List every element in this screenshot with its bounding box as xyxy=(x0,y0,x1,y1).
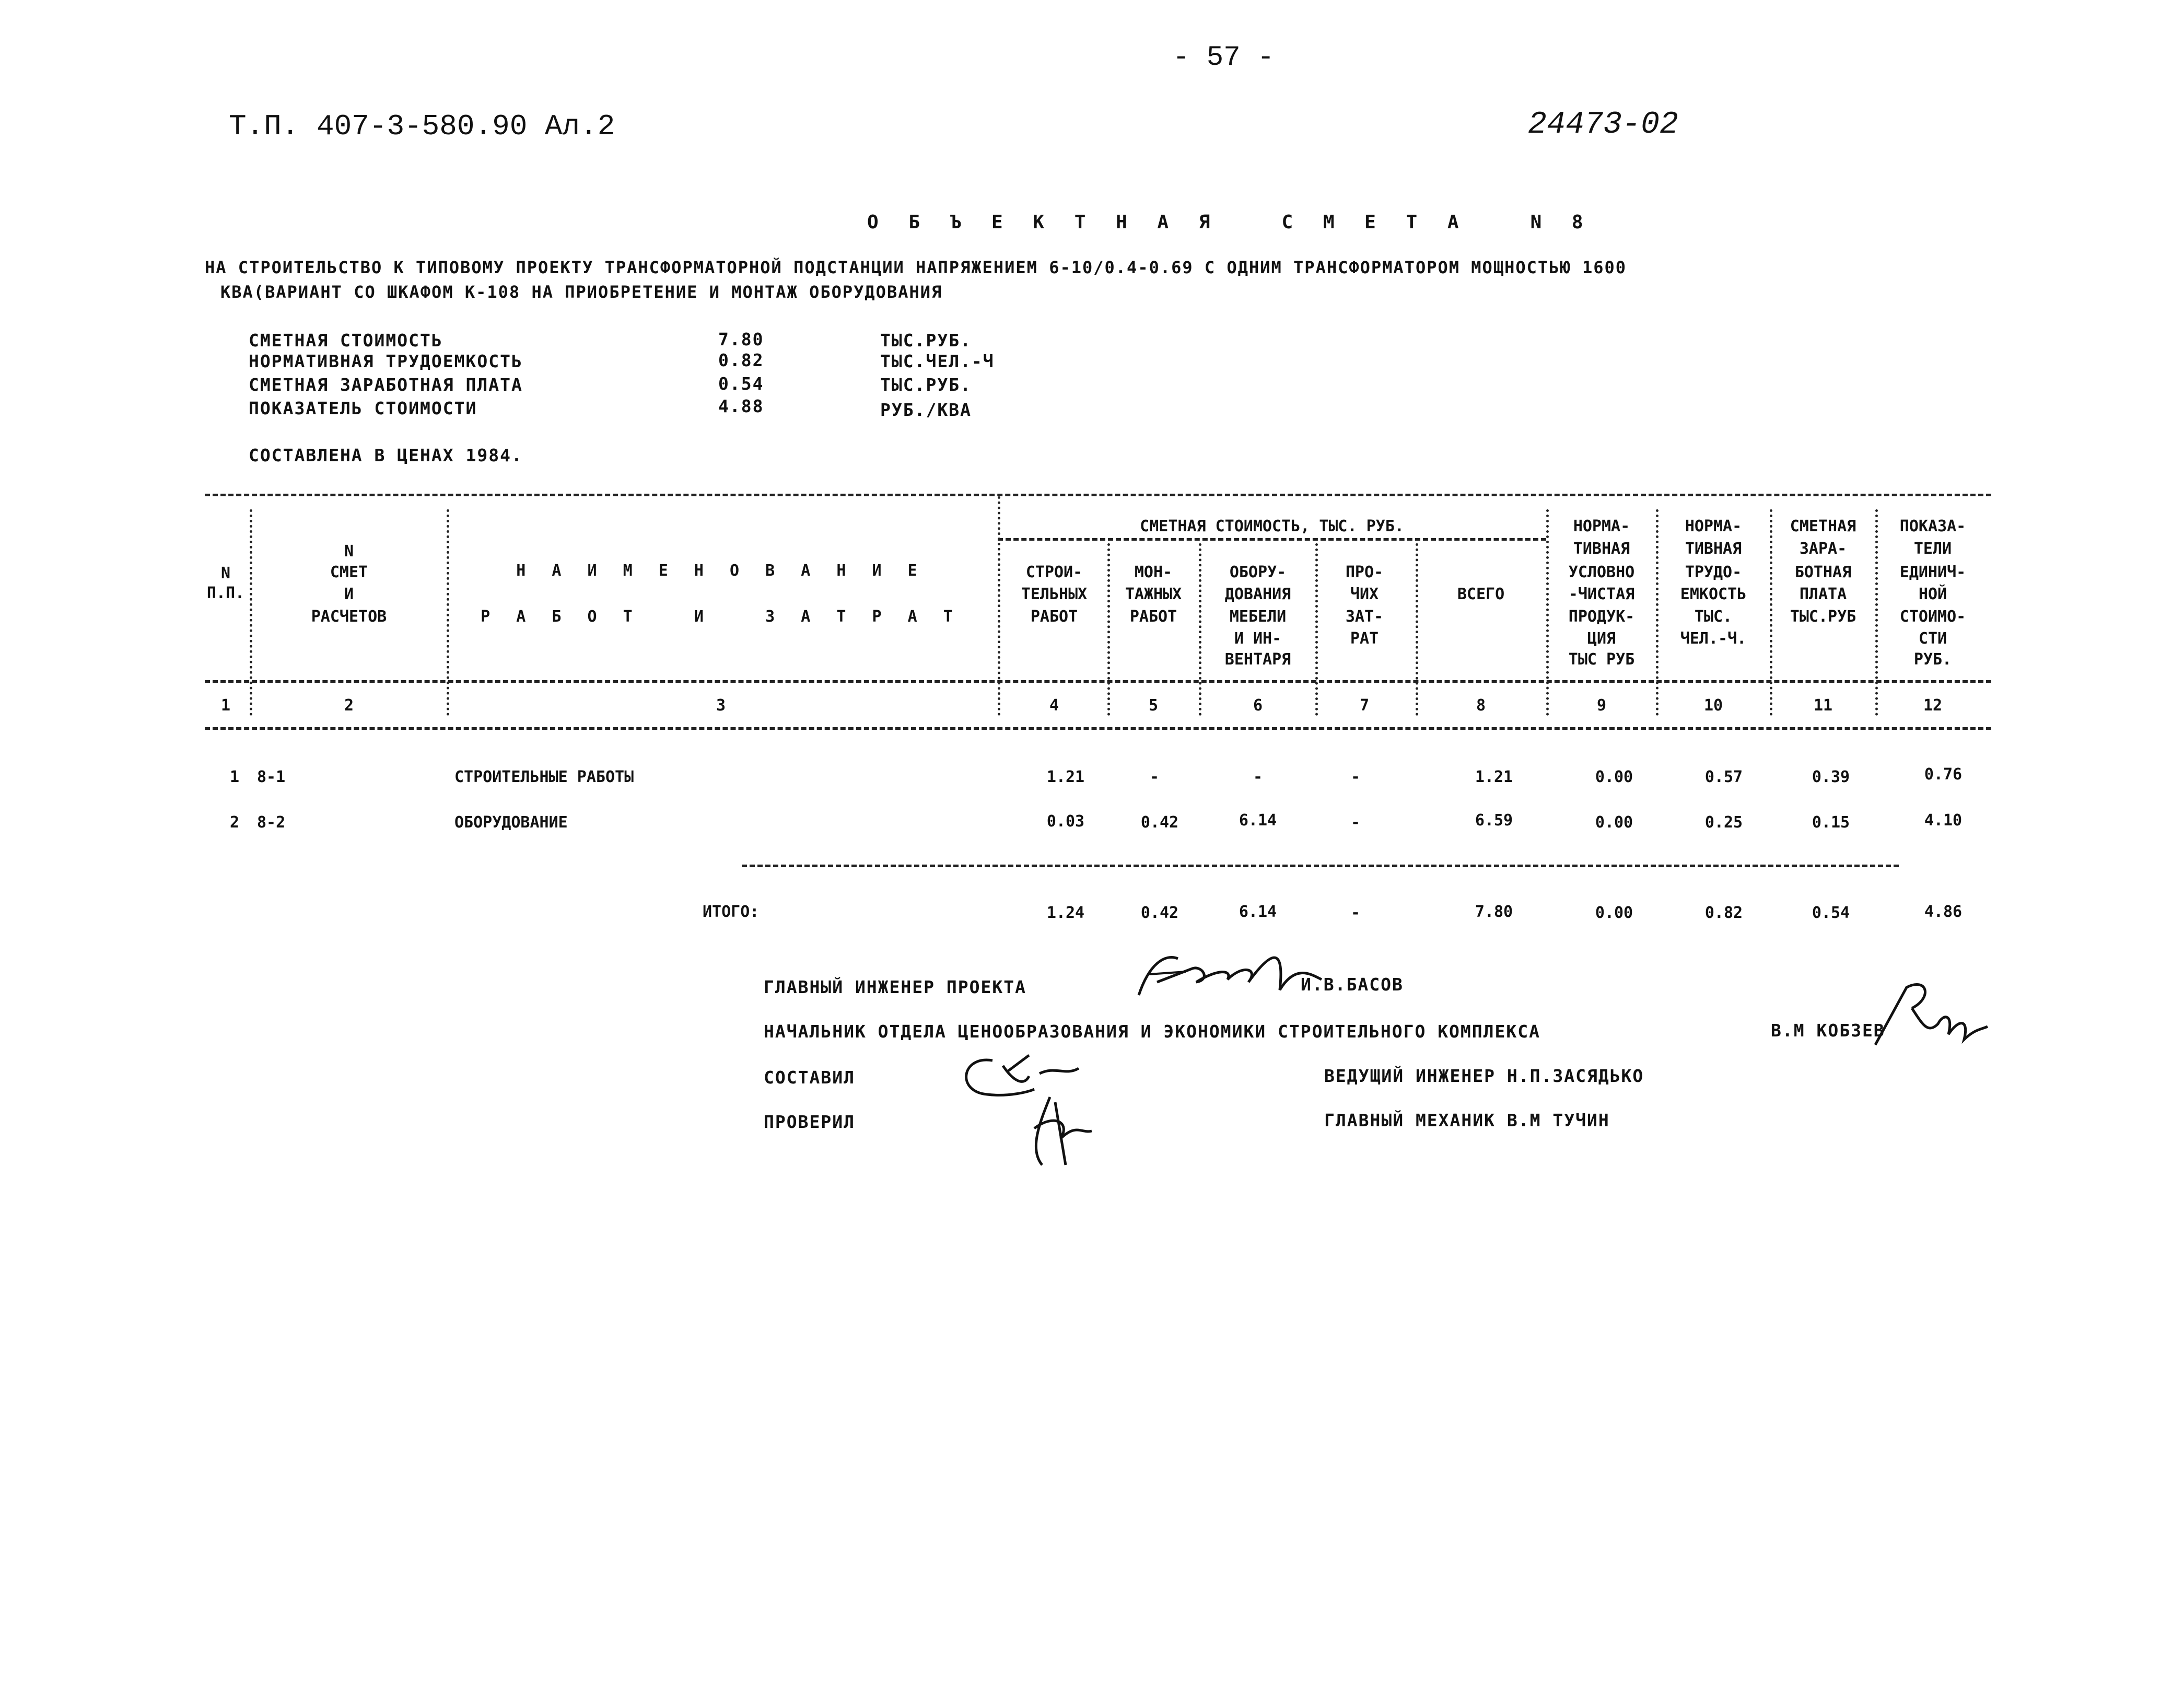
column-number: 2 xyxy=(344,696,354,715)
summary-value: 0.54 xyxy=(718,374,764,394)
header-col2-line: N xyxy=(344,542,354,561)
header-col3-line: Н А И М Е Н О В А Н И Е xyxy=(516,562,926,580)
header-col7-line: ЗАТ- xyxy=(1345,608,1384,626)
total-label: ИТОГО: xyxy=(703,903,760,921)
header-col2-line: СМЕТ xyxy=(330,563,368,581)
row-smeta: 8-2 xyxy=(257,813,286,832)
column-numbers-rule xyxy=(205,727,1991,730)
header-col9-line: ЦИЯ xyxy=(1587,629,1616,648)
description-line-1: НА СТРОИТЕЛЬСТВО К ТИПОВОМУ ПРОЕКТУ ТРАНСФОРМАТОРНОЙ ПОДСТАНЦИИ НАПРЯЖЕНИЕМ 6-10/0.4-0.69 С ОДНИМ ТРАНСФОРМАТОРОМ МОЩНОСТЬЮ 1600 xyxy=(205,258,1627,277)
summary-value: 0.82 xyxy=(718,350,764,370)
header-col12-line: РУБ. xyxy=(1913,650,1952,669)
header-col6-line: ОБОРУ- xyxy=(1229,563,1287,581)
row-cell: 0.00 xyxy=(1595,813,1633,832)
header-col12-line: НОЙ xyxy=(1918,585,1947,603)
summary-value: 4.88 xyxy=(718,396,764,416)
summary-label: ПОКАЗАТЕЛЬ СТОИМОСТИ xyxy=(249,398,477,418)
row-cell: 0.25 xyxy=(1704,813,1743,832)
header-col11-line: СМЕТНАЯ xyxy=(1790,517,1856,535)
header-col10-line: ТЫС. xyxy=(1694,608,1733,626)
header-col7-line: ПРО- xyxy=(1345,563,1384,581)
row-cell: 1.21 xyxy=(1475,768,1513,786)
column-number: 6 xyxy=(1253,696,1263,715)
column-separator xyxy=(1315,543,1318,716)
header-col8-line: ВСЕГО xyxy=(1457,585,1505,603)
summary-unit: ТЫС.РУБ. xyxy=(880,375,972,395)
header-col1-line: П.П. xyxy=(206,584,245,602)
column-number: 8 xyxy=(1476,696,1486,715)
header-col7-line: ЧИХ xyxy=(1350,585,1379,603)
column-number: 5 xyxy=(1148,696,1159,715)
header-col11-line: БОТНАЯ xyxy=(1794,563,1852,581)
header-col2-line: РАСЧЕТОВ xyxy=(311,608,387,626)
summary-value: 7.80 xyxy=(718,329,764,349)
header-col4-line: ТЕЛЬНЫХ xyxy=(1021,585,1088,603)
header-col1-line: N xyxy=(220,564,231,582)
total-cell: 0.42 xyxy=(1140,904,1179,922)
header-col12-line: СТИ xyxy=(1918,629,1947,648)
row-cell: 0.57 xyxy=(1704,768,1743,786)
handwritten-signature xyxy=(1128,932,1327,1006)
total-cell: 0.54 xyxy=(1812,904,1850,922)
column-separator xyxy=(1546,509,1549,716)
column-number: 4 xyxy=(1049,696,1059,715)
row-number: 1 xyxy=(230,768,240,786)
column-number: 11 xyxy=(1813,696,1833,715)
header-col12-line: СТОИМО- xyxy=(1899,608,1966,626)
summary-unit: ТЫС.ЧЕЛ.-Ч xyxy=(880,351,995,371)
column-number: 10 xyxy=(1703,696,1723,715)
signature-role: ГЛАВНЫЙ ИНЖЕНЕР ПРОЕКТА xyxy=(764,977,1026,997)
header-col2-line: И xyxy=(344,585,354,603)
header-col3-line: Р А Б О Т И З А Т Р А Т xyxy=(481,608,961,626)
column-number: 12 xyxy=(1923,696,1943,715)
row-name: ОБОРУДОВАНИЕ xyxy=(454,813,568,832)
header-col4-line: СТРОИ- xyxy=(1025,563,1083,581)
row-cell: 0.39 xyxy=(1812,768,1850,786)
summary-unit: РУБ./КВА xyxy=(880,400,972,420)
header-col5-line: РАБОТ xyxy=(1129,608,1177,626)
cost-group-rule xyxy=(998,538,1546,541)
total-cell: 4.86 xyxy=(1924,903,1963,921)
total-cell: 6.14 xyxy=(1239,903,1277,921)
signature-role: СОСТАВИЛ xyxy=(764,1067,855,1088)
total-cell: 7.80 xyxy=(1475,903,1513,921)
row-cell: 0.03 xyxy=(1046,812,1085,831)
header-col10-line: ЕМКОСТЬ xyxy=(1680,585,1747,603)
header-bottom-rule xyxy=(205,680,1991,683)
column-number: 3 xyxy=(716,696,726,715)
header-col11-line: ПЛАТА xyxy=(1799,585,1847,603)
row-cell: 6.59 xyxy=(1475,811,1513,830)
header-col5-line: ТАЖНЫХ xyxy=(1125,585,1182,603)
signature-name: ГЛАВНЫЙ МЕХАНИК В.М ТУЧИН xyxy=(1324,1110,1610,1130)
header-col9-line: НОРМА- xyxy=(1573,517,1630,535)
page-number: - 57 - xyxy=(1173,42,1275,74)
row-cell: 6.14 xyxy=(1239,811,1277,830)
summary-label: СМЕТНАЯ ЗАРАБОТНАЯ ПЛАТА xyxy=(249,375,523,395)
header-col9-line: УСЛОВНО xyxy=(1568,563,1635,581)
row-cell: 0.42 xyxy=(1140,813,1179,832)
row-smeta: 8-1 xyxy=(257,768,286,786)
signature-name: В.М КОБЗЕВ xyxy=(1771,1020,1885,1041)
header-col12-line: ПОКАЗА- xyxy=(1899,517,1966,535)
signature-name: И.В.БАСОВ xyxy=(1301,974,1404,995)
description-line-2: КВА(ВАРИАНТ СО ШКАФОМ К-108 НА ПРИОБРЕТЕНИЕ И МОНТАЖ ОБОРУДОВАНИЯ xyxy=(220,282,943,302)
header-col7-line: РАТ xyxy=(1350,629,1379,648)
header-col9-line: -ЧИСТАЯ xyxy=(1568,585,1635,603)
header-col9-line: ТЫС РУБ xyxy=(1568,650,1635,669)
summary-unit: ТЫС.РУБ. xyxy=(880,330,972,351)
header-col12-line: ЕДИНИЧ- xyxy=(1899,563,1966,581)
signature-role: НАЧАЛЬНИК ОТДЕЛА ЦЕНООБРАЗОВАНИЯ И ЭКОНОМИКИ СТРОИТЕЛЬНОГО КОМПЛЕКСА xyxy=(764,1021,1541,1042)
row-cell: - xyxy=(1149,768,1160,786)
table-top-rule xyxy=(205,494,1991,496)
column-number: 7 xyxy=(1359,696,1370,715)
column-separator xyxy=(1770,509,1772,716)
row-cell: 0.00 xyxy=(1595,768,1633,786)
row-cell: 0.76 xyxy=(1924,765,1963,784)
summary-label: СМЕТНАЯ СТОИМОСТЬ xyxy=(249,330,443,351)
prices-note: СОСТАВЛЕНА В ЦЕНАХ 1984. xyxy=(249,445,523,465)
header-col10-line: ЧЕЛ.-Ч. xyxy=(1680,629,1747,648)
document-title: О Б Ъ Е К Т Н А Я С М Е Т А N 8 xyxy=(867,212,1593,233)
total-cell: 0.00 xyxy=(1595,904,1633,922)
row-cell: 1.21 xyxy=(1046,768,1085,786)
total-cell: 1.24 xyxy=(1046,904,1085,922)
total-cell: 0.82 xyxy=(1704,904,1743,922)
header-col6-line: И ИН- xyxy=(1234,629,1282,648)
header-col9-line: ТИВНАЯ xyxy=(1573,540,1630,558)
row-cell: - xyxy=(1253,768,1263,786)
subtotal-rule xyxy=(742,865,1899,867)
column-separator xyxy=(1875,509,1878,716)
handwritten-signature xyxy=(1870,977,1990,1050)
row-cell: - xyxy=(1350,768,1361,786)
row-cell: - xyxy=(1350,813,1361,832)
row-cell: 4.10 xyxy=(1924,811,1963,830)
header-col10-line: ТРУДО- xyxy=(1685,563,1742,581)
signature-role: ПРОВЕРИЛ xyxy=(764,1112,855,1132)
row-name: СТРОИТЕЛЬНЫЕ РАБОТЫ xyxy=(454,768,634,786)
header-cost-group: СМЕТНАЯ СТОИМОСТЬ, ТЫС. РУБ. xyxy=(1140,517,1404,535)
row-cell: 0.15 xyxy=(1812,813,1850,832)
doc-number: 24473-02 xyxy=(1528,107,1679,143)
column-number: 9 xyxy=(1596,696,1607,715)
header-col10-line: ТИВНАЯ xyxy=(1685,540,1742,558)
column-separator xyxy=(1656,509,1659,716)
header-col5-line: МОН- xyxy=(1134,563,1173,581)
header-col11-line: ТЫС.РУБ xyxy=(1790,608,1856,626)
header-col6-line: ДОВАНИЯ xyxy=(1224,585,1291,603)
header-col6-line: ВЕНТАРЯ xyxy=(1224,650,1291,669)
doc-code: Т.П. 407-3-580.90 Ал.2 xyxy=(229,110,615,143)
header-col4-line: РАБОТ xyxy=(1030,608,1078,626)
header-col10-line: НОРМА- xyxy=(1685,517,1742,535)
column-separator xyxy=(1107,543,1110,716)
column-number: 1 xyxy=(220,696,231,715)
header-col11-line: ЗАРА- xyxy=(1799,540,1847,558)
column-separator xyxy=(1199,543,1201,716)
total-cell: - xyxy=(1350,904,1361,922)
column-separator xyxy=(250,509,252,716)
column-separator xyxy=(447,509,449,716)
column-separator xyxy=(1416,543,1418,716)
summary-label: НОРМАТИВНАЯ ТРУДОЕМКОСТЬ xyxy=(249,351,523,371)
row-number: 2 xyxy=(230,813,240,832)
header-col12-line: ТЕЛИ xyxy=(1913,540,1952,558)
signature-name: ВЕДУЩИЙ ИНЖЕНЕР Н.П.ЗАСЯДЬКО xyxy=(1324,1066,1644,1086)
header-col6-line: МЕБЕЛИ xyxy=(1229,608,1287,626)
header-col9-line: ПРОДУК- xyxy=(1568,608,1635,626)
handwritten-signature xyxy=(951,1045,1097,1175)
column-separator xyxy=(998,496,1000,716)
